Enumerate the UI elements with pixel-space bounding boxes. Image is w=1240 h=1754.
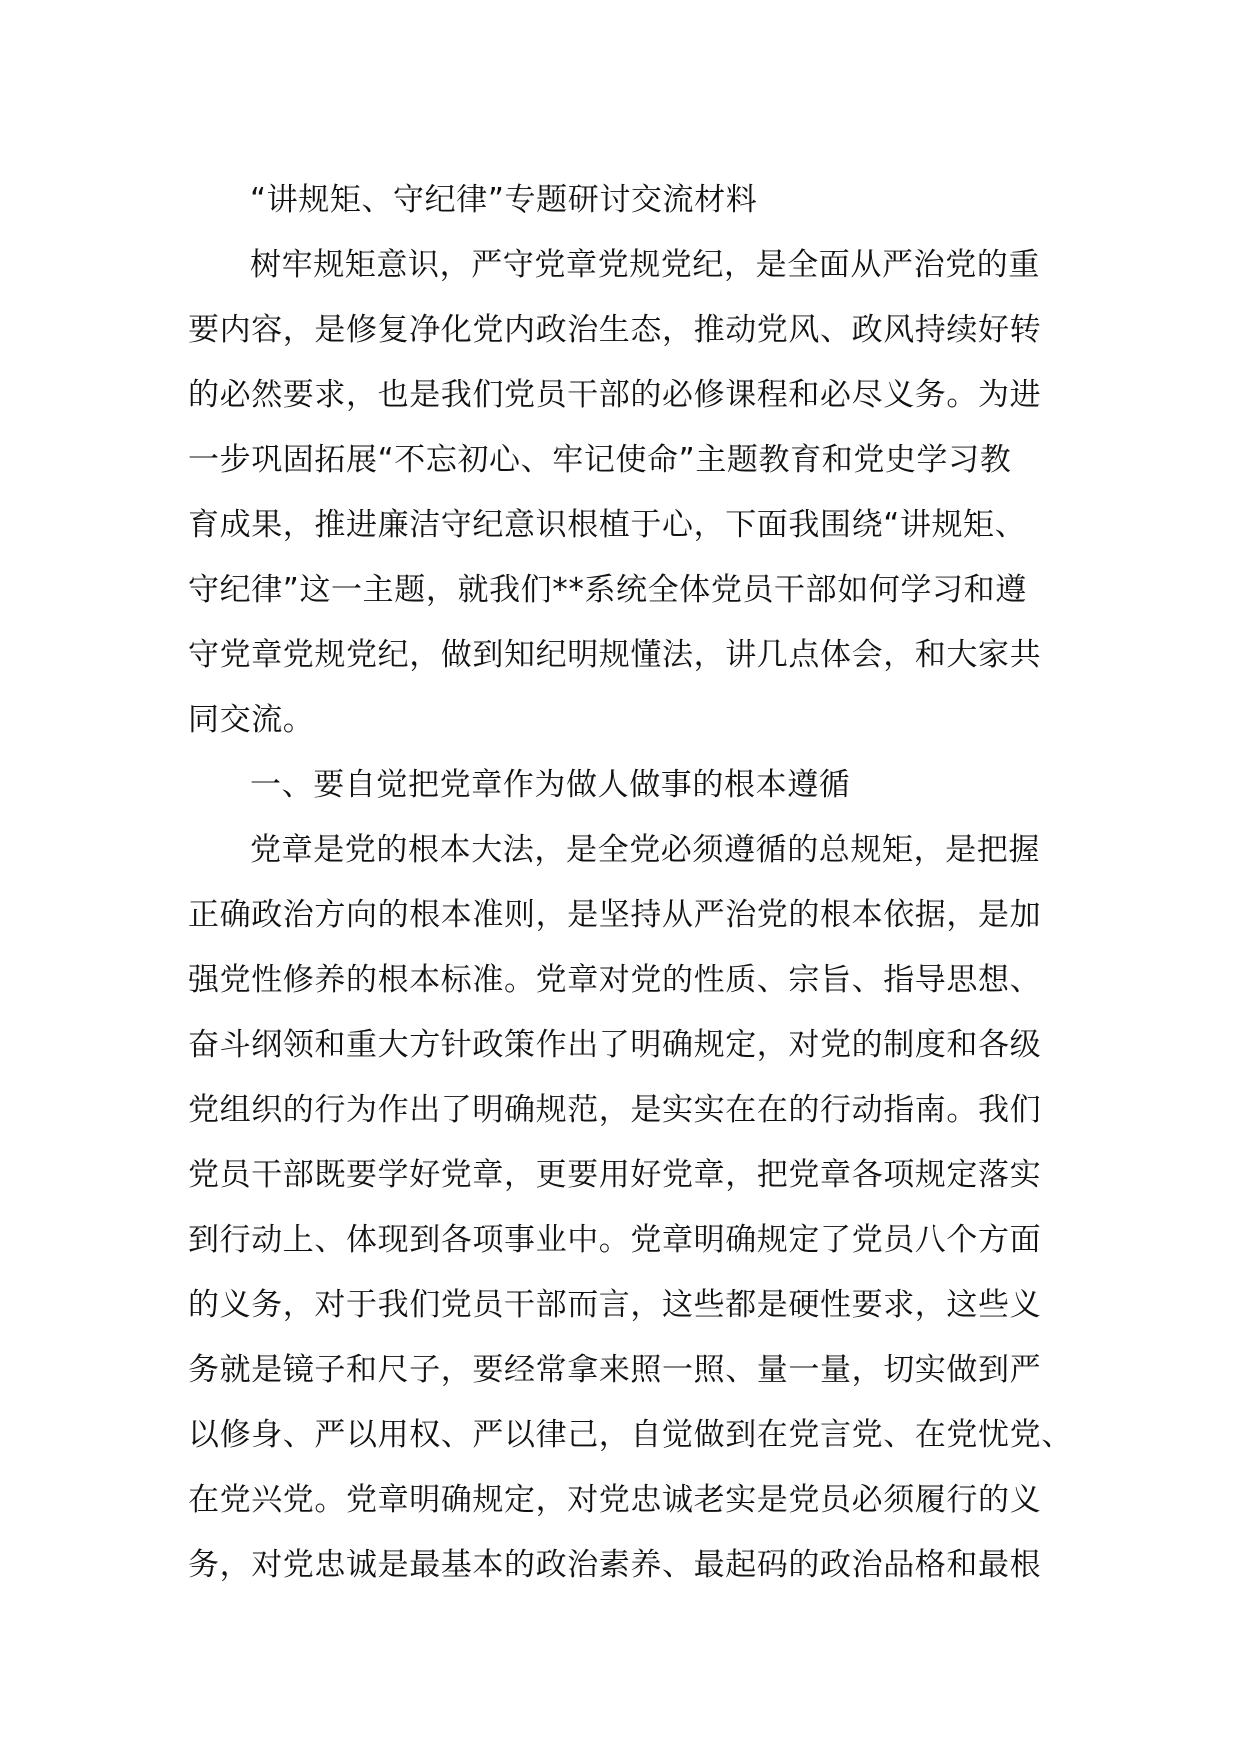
paragraph-line: 守党章党规党纪，做到知纪明规懂法，讲几点体会，和大家共 [188, 637, 1042, 673]
paragraph-line: 务，对党忠诚是最基本的政治素养、最起码的政治品格和最根 [188, 1547, 1042, 1583]
paragraph-line: 到行动上、体现到各项事业中。党章明确规定了党员八个方面 [188, 1222, 1042, 1258]
paragraph-line: 同交流。 [188, 702, 315, 738]
paragraph-line: 以修身、严以用权、严以律己，自觉做到在党言党、在党忧党、 [188, 1417, 1073, 1453]
paragraph-line: 党员干部既要学好党章，更要用好党章，把党章各项规定落实 [188, 1157, 1042, 1193]
paragraph-line: 务就是镜子和尺子，要经常拿来照一照、量一量，切实做到严 [188, 1352, 1042, 1388]
paragraph-line: 守纪律”这一主题，就我们**系统全体党员干部如何学习和遵 [188, 572, 1027, 608]
document-title: “讲规矩、守纪律”专题研讨交流材料 [250, 182, 758, 218]
paragraph-line: 党组织的行为作出了明确规范，是实实在在的行动指南。我们 [188, 1092, 1042, 1128]
paragraph-line: 奋斗纲领和重大方针政策作出了明确规定，对党的制度和各级 [188, 1027, 1042, 1063]
section-heading: 一、要自觉把党章作为做人做事的根本遵循 [250, 767, 851, 803]
paragraph-line: 在党兴党。党章明确规定，对党忠诚老实是党员必须履行的义 [188, 1482, 1042, 1518]
paragraph-line: 党章是党的根本大法，是全党必须遵循的总规矩，是把握 [250, 832, 1040, 868]
paragraph-line: 要内容，是修复净化党内政治生态，推动党风、政风持续好转 [188, 312, 1042, 348]
paragraph-line: 树牢规矩意识，严守党章党规党纪，是全面从严治党的重 [250, 247, 1040, 283]
paragraph-line: 育成果，推进廉洁守纪意识根植于心，下面我围绕“讲规矩、 [188, 507, 1027, 543]
paragraph-line: 的必然要求，也是我们党员干部的必修课程和必尽义务。为进 [188, 377, 1042, 413]
paragraph-line: 正确政治方向的根本准则，是坚持从严治党的根本依据，是加 [188, 897, 1042, 933]
document-body [188, 168, 1073, 1598]
paragraph-line: 强党性修养的根本标准。党章对党的性质、宗旨、指导思想、 [188, 962, 1042, 998]
paragraph-line: 的义务，对于我们党员干部而言，这些都是硬性要求，这些义 [188, 1287, 1042, 1323]
paragraph-line: 一步巩固拓展“不忘初心、牢记使命”主题教育和党史学习教 [188, 442, 1012, 478]
